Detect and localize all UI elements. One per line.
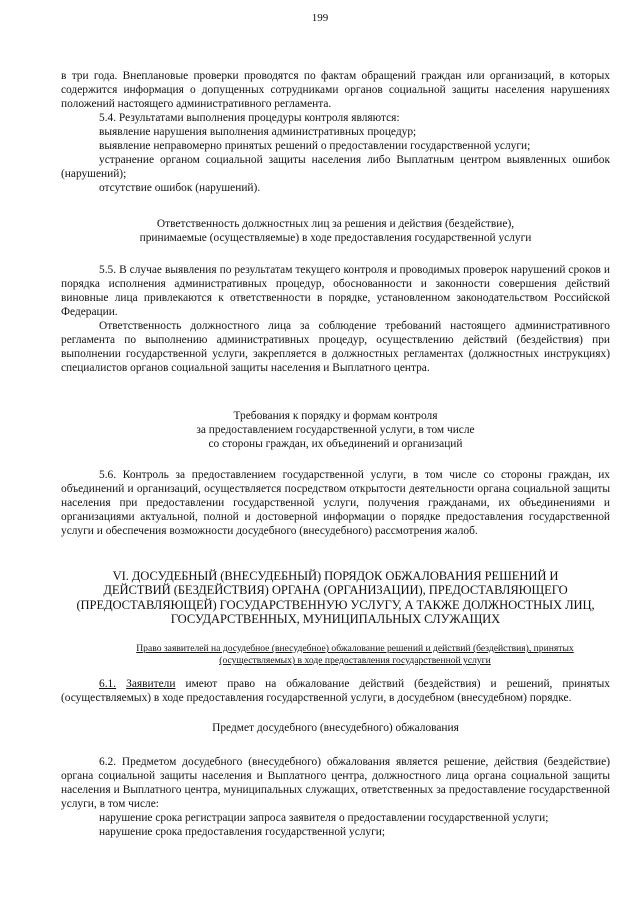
chapter-line: VI. ДОСУДЕБНЫЙ (ВНЕСУДЕБНЫЙ) ПОРЯДОК ОБЖАЛОВАНИЯ РЕШЕНИЙ И: [112, 569, 559, 583]
clause-number: 6.1.: [99, 678, 117, 690]
subheading-appeal-right: [95, 643, 615, 667]
paragraph: Ответственность должностного лица за соблюдение требований настоящего административного регламента по выполнению административных процедур, осуществлению действий (бездействия) при выполнении государственной услуги, закрепляется в должностных регламентах (должностных инструкциях) специалистов органов социальной защиты населения и Выплатного центра.: [61, 320, 610, 374]
heading-control-requirements: [61, 409, 610, 451]
list-item: отсутствие ошибок (нарушений).: [99, 182, 261, 194]
heading-appeal-subject: [61, 721, 610, 735]
page-number: 199: [311, 12, 329, 24]
section-responsibility: [61, 263, 610, 375]
underlined-word: Заявители: [126, 678, 176, 690]
list-item: нарушение срока регистрации запроса заявителя о предоставлении государственной услуги;: [99, 812, 549, 824]
heading-line: Ответственность должностных лиц за решения и действия (бездействие),: [156, 218, 515, 230]
heading-line: Предмет досудебного (внесудебного) обжалования: [212, 722, 459, 734]
list-item: выявление нарушения выполнения административных процедур;: [99, 126, 417, 138]
subheading-line: Право заявителей на досудебное (внесудебное) обжалование решений и действий (бездействия), принятых: [136, 643, 574, 654]
paragraph: 5.6. Контроль за предоставлением государственной услуги, в том числе со стороны граждан, их объединений и организаций, осуществляется посредством открытости деятельности органа социальной защиты населения при предоставлении государственной услуги, получения гражданами, их объединениями и организациями актуальной, полной и достоверной информации о порядке предоставления государственной услуги и обеспечения возможности досудебного (внесудебного) рассмотрения жалоб.: [61, 469, 610, 537]
paragraph: 6.2. Предметом досудебного (внесудебного) обжалования является решение, действия (бездействие) органа социальной защиты населения и Выплатного центра, должностного лица органа социальной защиты населения и Выплатного центра, муниципальных служащих, ответственных за предоставление государственной услуги, в том числе:: [61, 756, 610, 810]
section-appeal-right: [61, 677, 610, 705]
heading-line: Требования к порядку и формам контроля: [233, 410, 438, 422]
section-appeal-subject: [61, 755, 610, 839]
list-item: выявление неправомерно принятых решений о предоставлении государственной услуги;: [99, 140, 531, 152]
paragraph: в три года. Внеплановые проверки проводятся по фактам обращений граждан или организаций, в которых содержится информация о допущенных сотрудниками органов социальной защиты населения нарушениях положений настоящего административного регламента.: [61, 70, 610, 110]
paragraph-text: имеют право на обжалование действий (бездействия) и решений, принятых (осуществляемых) в ходе предоставления государственной услуги, в досудебном (внесудебном) порядке.: [61, 678, 610, 704]
paragraph: [61, 677, 610, 705]
list-item: нарушение срока предоставления государственной услуги;: [99, 826, 386, 838]
paragraph: 5.4. Результатами выполнения процедуры контроля являются:: [99, 112, 400, 124]
subheading-line: (осуществляемых) в ходе предоставления государственной услуги: [219, 655, 491, 666]
heading-responsibility: [61, 217, 610, 245]
chapter-heading: [50, 569, 621, 627]
chapter-line: ГОСУДАРСТВЕННЫХ, МУНИЦИПАЛЬНЫХ СЛУЖАЩИХ: [170, 612, 501, 627]
chapter-line: ДЕЙСТВИЙ (БЕЗДЕЙСТВИЯ) ОРГАНА (ОРГАНИЗАЦИИ), ПРЕДОСТАВЛЯЮЩЕГО: [103, 583, 568, 598]
heading-line: принимаемые (осуществляемые) в ходе предоставления государственной услуги: [139, 232, 532, 244]
heading-line: за предоставлением государственной услуги, в том числе: [196, 424, 475, 436]
heading-line: со стороны граждан, их объединений и организаций: [208, 438, 463, 450]
section-public-control: [61, 468, 610, 538]
list-item: устранение органом социальной защиты населения либо Выплатным центром выявленных ошибок (нарушений);: [61, 154, 610, 180]
chapter-line: (ПРЕДОСТАВЛЯЮЩЕЙ) ГОСУДАРСТВЕННУЮ УСЛУГУ, А ТАКЖЕ ДОЛЖНОСТНЫХ ЛИЦ,: [76, 597, 595, 612]
section-control-results: [61, 69, 610, 195]
paragraph: 5.5. В случае выявления по результатам текущего контроля и проводимых проверок нарушений сроков и порядка исполнения административных процедур, обоснованности и законности совершения действий виновные лица привлекаются к ответственности в порядке, установленном законодательством Российской Федерации.: [61, 264, 610, 318]
